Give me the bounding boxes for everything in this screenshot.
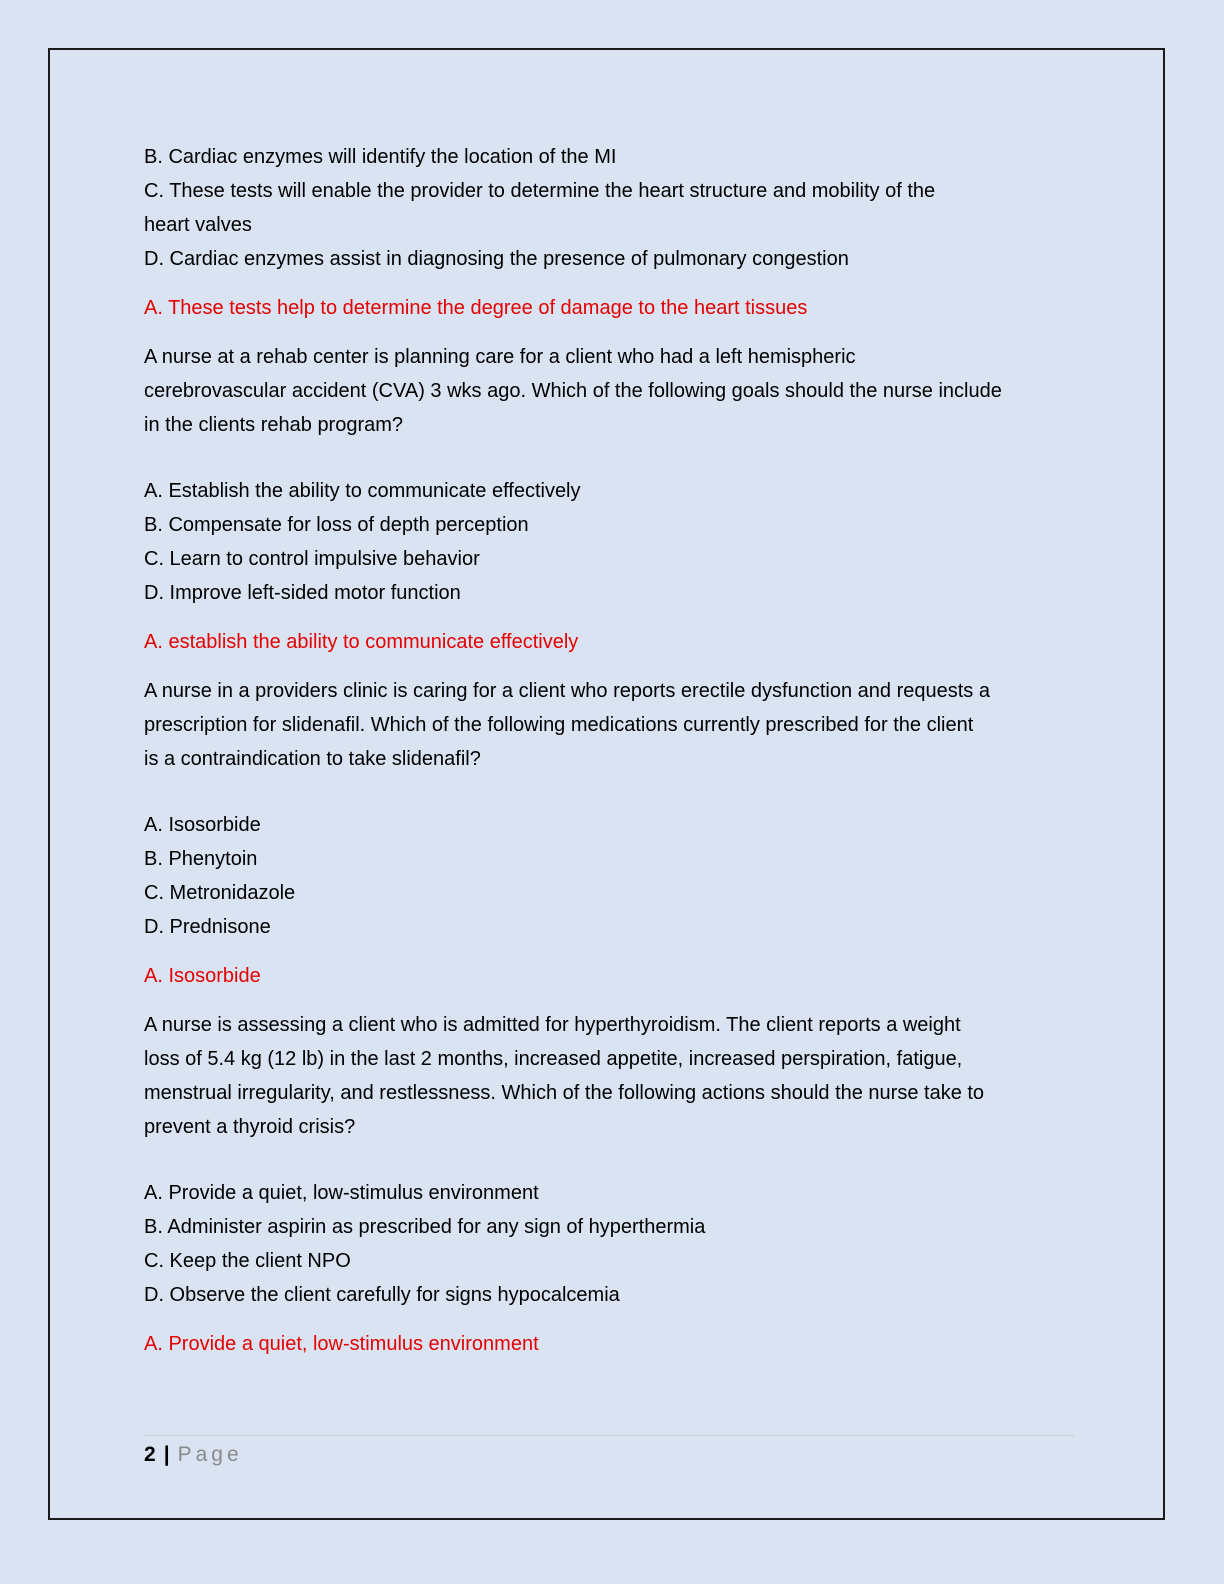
question-2-text [144, 340, 1084, 442]
option-line: D. Observe the client carefully for signs hypocalcemia [144, 1284, 620, 1306]
option-line: A. Isosorbide [144, 814, 261, 836]
page-number: 2 [144, 1443, 156, 1466]
question-line: loss of 5.4 kg (12 lb) in the last 2 months, increased appetite, increased perspiration, fatigue, [144, 1048, 963, 1070]
question-1-options [144, 140, 1084, 276]
footer-separator: | [163, 1443, 170, 1466]
question-3-text [144, 674, 1084, 776]
question-3-options [144, 808, 1084, 944]
option-line: A. Provide a quiet, low-stimulus environment [144, 1182, 539, 1204]
answer-1: A. These tests help to determine the degree of damage to the heart tissues [144, 297, 808, 319]
footer-divider [144, 1435, 1074, 1436]
option-line: B. Compensate for loss of depth perception [144, 514, 529, 536]
question-line: prescription for slidenafil. Which of the following medications currently prescribed for the client [144, 714, 974, 736]
answer-2: A. establish the ability to communicate effectively [144, 631, 579, 653]
question-line: in the clients rehab program? [144, 414, 404, 436]
option-line: D. Prednisone [144, 916, 271, 938]
answer-3: A. Isosorbide [144, 965, 261, 987]
option-line: C. Learn to control impulsive behavior [144, 548, 480, 570]
question-line: prevent a thyroid crisis? [144, 1116, 356, 1138]
page-label: Page [177, 1443, 243, 1466]
option-line: heart valves [144, 214, 252, 236]
option-line: B. Administer aspirin as prescribed for any sign of hyperthermia [144, 1216, 706, 1238]
document-body [144, 140, 1084, 1376]
question-line: cerebrovascular accident (CVA) 3 wks ago. Which of the following goals should the nurse include [144, 380, 1002, 402]
option-line: A. Establish the ability to communicate effectively [144, 480, 581, 502]
question-line: A nurse at a rehab center is planning care for a client who had a left hemispheric [144, 346, 856, 368]
question-line: is a contraindication to take slidenafil? [144, 748, 481, 770]
question-line: A nurse in a providers clinic is caring for a client who reports erectile dysfunction and requests a [144, 680, 990, 702]
question-2-options [144, 474, 1084, 610]
option-line: B. Cardiac enzymes will identify the location of the MI [144, 146, 617, 168]
answer-4: A. Provide a quiet, low-stimulus environment [144, 1333, 539, 1355]
option-line: C. Keep the client NPO [144, 1250, 351, 1272]
option-line: C. Metronidazole [144, 882, 296, 904]
option-line: D. Cardiac enzymes assist in diagnosing the presence of pulmonary congestion [144, 248, 849, 270]
question-line: A nurse is assessing a client who is admitted for hyperthyroidism. The client reports a weight [144, 1014, 961, 1036]
option-line: B. Phenytoin [144, 848, 258, 870]
question-line: menstrual irregularity, and restlessness. Which of the following actions should the nurse take to [144, 1082, 985, 1104]
page-footer [144, 1440, 243, 1470]
question-4-options [144, 1176, 1084, 1312]
option-line: D. Improve left-sided motor function [144, 582, 461, 604]
option-line: C. These tests will enable the provider to determine the heart structure and mobility of the [144, 180, 936, 202]
question-4-text [144, 1008, 1084, 1144]
